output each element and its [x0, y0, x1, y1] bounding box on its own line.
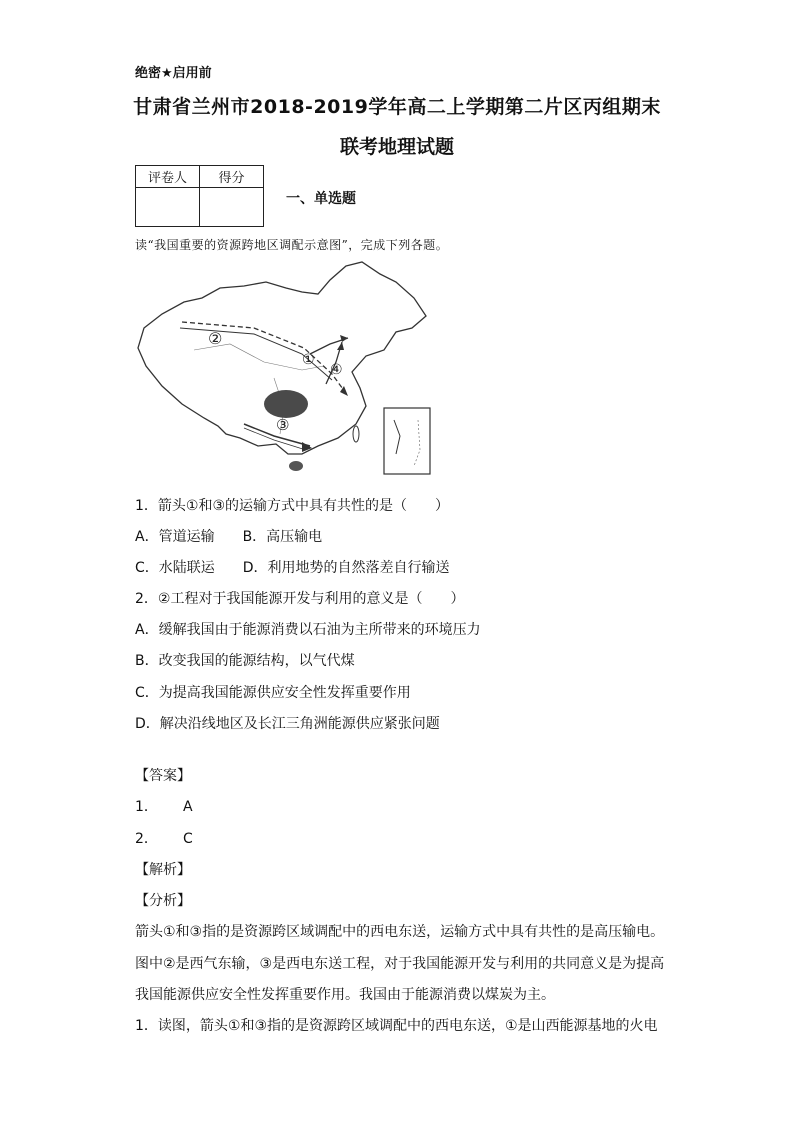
option-2b: B．改变我国的能源结构，以气代煤 [135, 653, 355, 669]
score-header: 得分 [200, 166, 264, 188]
confidential-mark: 绝密★启用前 [135, 66, 212, 81]
south-china-sea-inset [384, 408, 430, 474]
analysis-line-2: 图中②是西气东输，③是西电东送工程，对于我国能源开发与利用的共同意义是为提高 [135, 956, 665, 972]
question-1-options-row-2 [135, 557, 450, 577]
score-cell [200, 188, 264, 227]
reviewer-cell [136, 188, 200, 227]
score-table [135, 165, 264, 227]
answer-2-number: 2． [135, 831, 158, 847]
fenxi-heading: 【分析】 [135, 893, 191, 909]
option-1d: D．利用地势的自然落差自行输送 [242, 560, 450, 576]
analysis-line-1: 箭头①和③指的是资源跨区域调配中的西电东送，运输方式中具有共性的是高压输电。 [135, 924, 665, 940]
map-label-3: ③ [276, 416, 290, 434]
reviewer-header: 评卷人 [136, 166, 200, 188]
answer-1-value: A [183, 799, 193, 815]
taiwan-island [353, 426, 359, 442]
option-1b: B．高压输电 [242, 529, 323, 545]
question-1-stem: 1．箭头①和③的运输方式中具有共性的是（ ） [135, 498, 450, 514]
answer-2 [135, 828, 193, 848]
question-intro: 读“我国重要的资源跨地区调配示意图”，完成下列各题。 [135, 238, 449, 252]
arrow-2-west-east-gas [182, 322, 348, 396]
title-line-2: 联考地理试题 [339, 136, 454, 158]
option-2c: C．为提高我国能源供应安全性发挥重要作用 [135, 685, 411, 701]
china-resource-map [134, 258, 442, 480]
map-label-1: ① [302, 352, 315, 368]
section-title: 一、单选题 [286, 191, 356, 207]
sichuan-basin [264, 390, 308, 418]
answer-2-value: C [183, 831, 193, 847]
option-2d: D．解决沿线地区及长江三角洲能源供应紧张问题 [135, 716, 440, 732]
title-line-1: 甘肃省兰州市2018-2019学年高二上学期第二片区丙组期末 [133, 96, 661, 118]
analysis-line-3: 我国能源供应安全性发挥重要作用。我国由于能源消费以煤炭为主。 [135, 987, 555, 1003]
question-2-stem: 2．②工程对于我国能源开发与利用的意义是（ ） [135, 591, 465, 607]
answer-1-number: 1． [135, 799, 158, 815]
analysis-heading: 【解析】 [135, 862, 191, 878]
hainan-island [289, 461, 303, 471]
analysis-detail-line: 1．读图，箭头①和③指的是资源跨区域调配中的西电东送，①是山西能源基地的火电 [135, 1018, 658, 1034]
answer-1 [135, 796, 193, 816]
answer-heading: 【答案】 [135, 768, 191, 784]
map-label-2: ② [208, 329, 223, 348]
option-1a: A．管道运输 [135, 529, 215, 545]
option-2a: A．缓解我国由于能源消费以石油为主所带来的环境压力 [135, 622, 481, 638]
question-1-options-row-1 [135, 526, 322, 546]
map-label-4: ④ [330, 362, 343, 378]
option-1c: C．水陆联运 [135, 560, 215, 576]
